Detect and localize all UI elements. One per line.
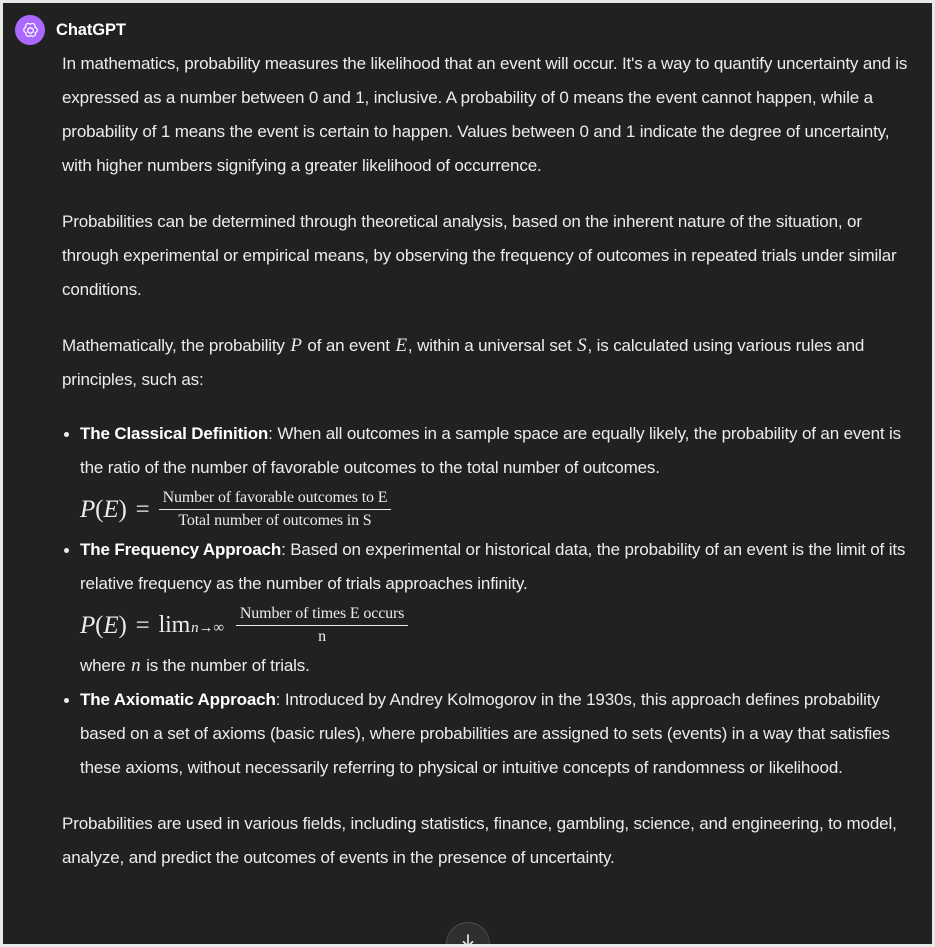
bullet-text-axiomatic: : Introduced by Andrey Kolmogorov in the 1930s, this approach defines probability based on a set of axioms (basic rules), where probabilities are assigned to sets (events) in a way that satisfies these axioms, without necessarily referring to physical or intuitive concepts of randomness or likelihood. <box>80 690 890 777</box>
bullet-lead-frequency: The Frequency Approach <box>80 540 282 559</box>
principles-list <box>62 417 910 785</box>
formula-equals: = <box>135 611 150 639</box>
paragraph-closing: Probabilities are used in various fields, including statistics, finance, gambling, science, and engineering, to model, analyze, and predict the outcomes of events in the presence of uncertainty. <box>62 814 897 867</box>
message-body <box>15 47 910 875</box>
formula-note-frequency <box>80 649 910 683</box>
formula-equals: = <box>135 495 150 523</box>
bullet-lead-classical: The Classical Definition <box>80 424 269 443</box>
bullet-text-classical: : When all outcomes in a sample space are equally likely, the probability of an event is the ratio of the number of favorable outcomes to the total number of outcomes. <box>80 424 901 477</box>
math-intro-text-4: , is calculated using various rules and principles, such as: <box>62 336 865 389</box>
bullet-lead-axiomatic: The Axiomatic Approach <box>80 690 276 709</box>
formula-lhs: P(E) <box>80 611 127 639</box>
paragraph-math-intro <box>62 329 910 397</box>
limit-subscript: n→∞ <box>191 620 224 636</box>
arrow-down-icon <box>459 932 477 947</box>
formula-frequency-approach <box>80 603 910 647</box>
fraction-denominator: Total number of outcomes in S <box>178 511 372 529</box>
inline-symbol-e: E <box>395 335 407 356</box>
paragraph-intro: In mathematics, probability measures the likelihood that an event will occur. It's a way to quantify uncertainty and is expressed as a number between 0 and 1, inclusive. A probability of 0 means the event cannot happen, while a probability of 1 means the event is certain to happen. Values between 0 and 1 indicate the degree of uncertainty, with higher numbers signifying a greater likelihood of occurrence. <box>62 54 908 175</box>
fraction-numerator: Number of favorable outcomes to E <box>162 488 388 506</box>
bullet-text-frequency: : Based on experimental or historical data, the probability of an event is the limit of its relative frequency as the number of trials approaches infinity. <box>80 540 906 593</box>
math-intro-text-3: , within a universal set <box>407 336 572 355</box>
math-intro-text-2: of an event <box>307 336 390 355</box>
note-text-2: is the number of trials. <box>146 656 310 675</box>
formula-fraction <box>159 488 392 530</box>
inline-symbol-n: n <box>131 655 141 676</box>
list-item <box>62 533 910 683</box>
formula-fraction <box>236 604 408 646</box>
list-item <box>62 683 910 785</box>
fraction-denominator: n <box>318 627 327 645</box>
fraction-numerator: Number of times E occurs <box>239 604 405 622</box>
message-author: ChatGPT <box>56 20 126 39</box>
inline-symbol-p: P <box>290 335 302 356</box>
math-intro-text-1: Mathematically, the probability <box>62 336 285 355</box>
inline-symbol-s: S <box>577 335 587 356</box>
note-text-1: where <box>80 656 126 675</box>
openai-logo-icon <box>15 15 45 45</box>
formula-classical-definition <box>80 487 910 531</box>
assistant-message <box>3 3 932 875</box>
list-item <box>62 417 910 531</box>
message-header <box>15 15 910 45</box>
paragraph-determination: Probabilities can be determined through theoretical analysis, based on the inherent nature of the situation, or through experimental or empirical means, by observing the frequency of outcomes in repeated trials under similar conditions. <box>62 212 897 299</box>
formula-lhs: P(E) <box>80 495 127 523</box>
formula-limit-operator: lim n→∞ <box>158 612 224 638</box>
scroll-to-bottom-button[interactable] <box>446 922 490 947</box>
